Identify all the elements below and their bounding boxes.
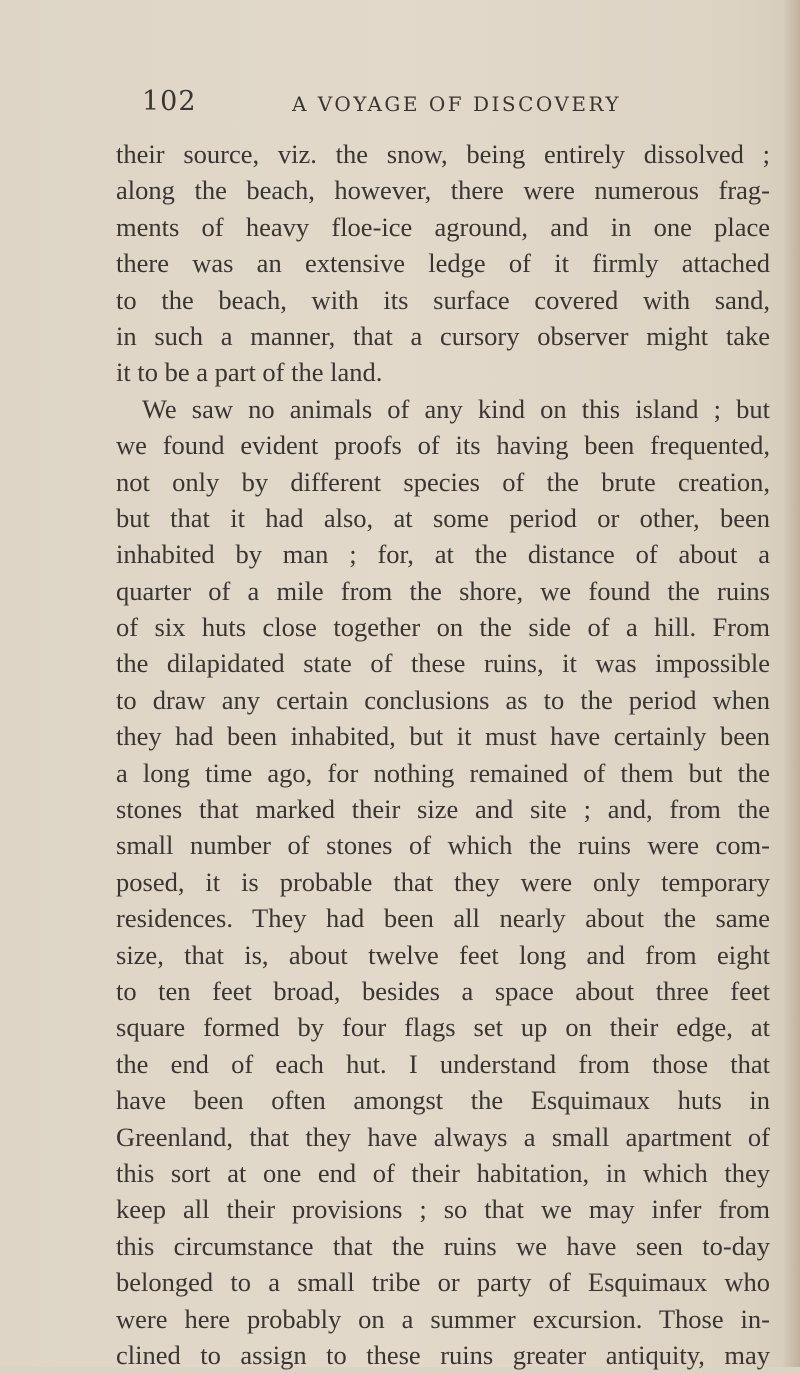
text-line: stones that marked their size and site ; and, from the	[116, 794, 770, 825]
text-line: there was an extensive ledge of it firmly attached	[116, 248, 770, 279]
text-line: size, that is, about twelve feet long and from eight	[116, 939, 770, 970]
text-line: their source, viz. the snow, being entirely dissolved ;	[116, 139, 770, 169]
text-line: belonged to a small tribe or party of Esquimaux who	[116, 1267, 770, 1298]
text-line: residences. They had been all nearly about the same	[116, 903, 770, 934]
page-number: 102	[142, 86, 197, 117]
text-line: to the beach, with its surface covered with sand,	[116, 284, 770, 315]
text-line: along the beach, however, there were numerous frag-	[116, 175, 770, 206]
text-line: were here probably on a summer excursion. Those in-	[116, 1303, 770, 1334]
text-line: to ten feet broad, besides a space about three feet	[116, 975, 770, 1006]
text-line: not only by different species of the brute creation,	[116, 466, 770, 497]
text-line: it to be a part of the land.	[116, 357, 383, 388]
text-line: ments of heavy floe-ice aground, and in one place	[116, 211, 770, 242]
text-line: inhabited by man ; for, at the distance of about a	[116, 539, 770, 570]
text-line: they had been inhabited, but it must have certainly been	[116, 721, 770, 752]
text-line: the dilapidated state of these ruins, it was impossible	[116, 648, 770, 679]
text-line: in such a manner, that a cursory observer might take	[116, 320, 770, 351]
text-line: clined to assign to these ruins greater antiquity, may	[116, 1339, 770, 1370]
paragraph-start-line: We saw no animals of any kind on this island ; but	[142, 393, 770, 424]
text-line: but that it had also, at some period or other, been	[116, 502, 770, 533]
body-text	[116, 136, 770, 1373]
text-line: a long time ago, for nothing remained of them but the	[116, 757, 770, 788]
text-line: have been often amongst the Esquimaux huts in	[116, 1085, 770, 1116]
text-line: this sort at one end of their habitation, in which they	[116, 1157, 770, 1188]
text-line: quarter of a mile from the shore, we found the ruins	[116, 575, 770, 606]
text-line: Greenland, that they have always a small apartment of	[116, 1121, 770, 1152]
text-line: the end of each hut. I understand from those that	[116, 1048, 770, 1079]
text-line: to draw any certain conclusions as to the period when	[116, 684, 770, 715]
text-line: posed, it is probable that they were only temporary	[116, 866, 770, 897]
page-header	[142, 86, 782, 122]
text-line: small number of stones of which the ruins were com-	[116, 830, 770, 861]
text-line: this circumstance that the ruins we have seen to-day	[116, 1230, 770, 1261]
page-edge-shadow	[782, 0, 800, 1367]
text-line: keep all their provisions ; so that we may infer from	[116, 1194, 770, 1225]
text-line: we found evident proofs of its having been frequented,	[116, 430, 770, 461]
running-head: A VOYAGE OF DISCOVERY	[292, 92, 622, 116]
text-line: of six huts close together on the side of a hill. From	[116, 612, 770, 643]
text-line: square formed by four flags set up on their edge, at	[116, 1012, 770, 1043]
